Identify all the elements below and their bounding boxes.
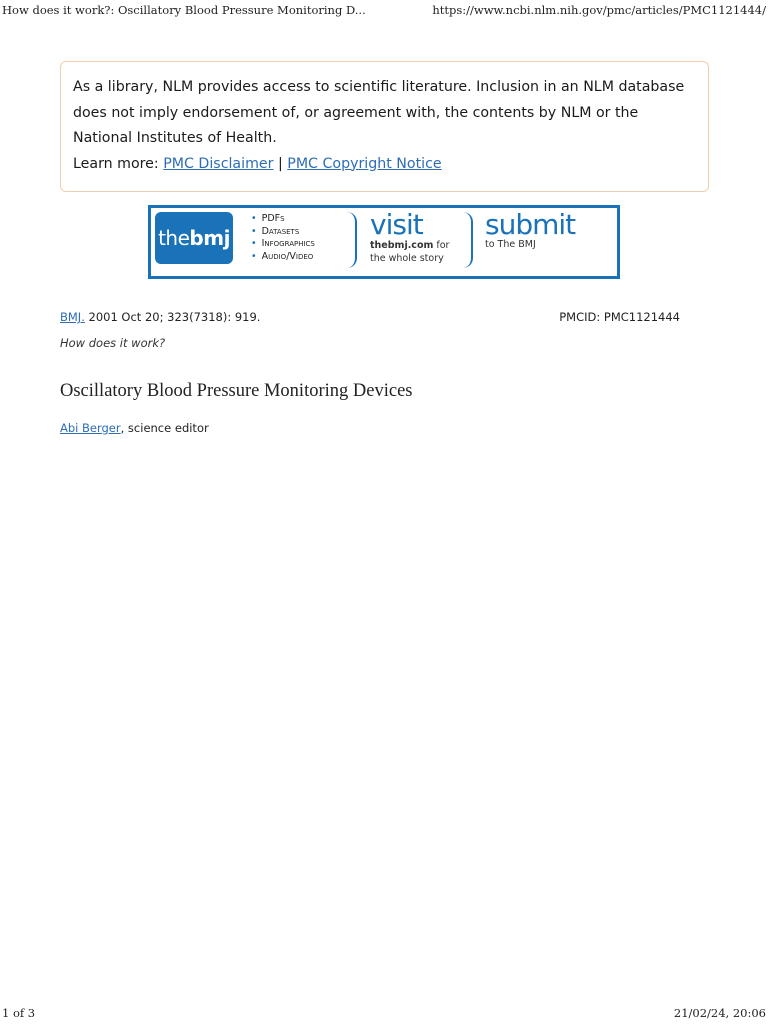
journal-link[interactable]: BMJ. — [60, 310, 85, 324]
bmj-logo — [155, 212, 233, 264]
link-separator: | — [277, 155, 283, 172]
notice-learn-more — [73, 152, 696, 178]
banner-feature-item: • Audio/Video — [251, 251, 315, 264]
print-footer — [0, 1004, 768, 1024]
print-datetime: 21/02/24, 20:06 — [673, 1006, 766, 1020]
banner-feature-list — [251, 213, 315, 263]
article-citation — [60, 310, 680, 324]
visit-subtext — [370, 239, 449, 265]
logo-the: the — [158, 226, 190, 250]
author-link[interactable]: Abi Berger — [60, 421, 121, 435]
pmc-disclaimer-link[interactable]: PMC Disclaimer — [163, 155, 274, 172]
visit-heading: visit — [370, 208, 423, 241]
nlm-disclaimer-notice — [60, 61, 709, 192]
banner-content — [151, 208, 617, 276]
citation-details: 2001 Oct 20; 323(7318): 919. — [84, 310, 261, 324]
bmj-advert-banner[interactable] — [148, 205, 620, 279]
page-counter: 1 of 3 — [2, 1006, 36, 1020]
visit-for: for — [433, 240, 450, 251]
banner-feature-item: • Infographics — [251, 238, 315, 251]
logo-bmj: bmj — [189, 226, 230, 250]
author-role: , science editor — [120, 421, 209, 435]
article-author — [60, 421, 209, 435]
notice-text: As a library, NLM provides access to scientific literature. Inclusion in an NLM database does not imply endorsement of, or agreement with, the contents by NLM or the National Institutes of Health. — [73, 79, 685, 146]
visit-tail: the whole story — [370, 253, 444, 264]
visit-site: thebmj.com — [370, 240, 434, 251]
article-title: Oscillatory Blood Pressure Monitoring Devices — [60, 381, 413, 401]
article-kicker: How does it work? — [60, 336, 166, 350]
pmcid: PMCID: PMC1121444 — [559, 310, 680, 324]
pmc-copyright-link[interactable]: PMC Copyright Notice — [287, 155, 442, 172]
banner-feature-item: • Datasets — [251, 226, 315, 239]
bracket-divider-icon — [347, 212, 357, 268]
submit-subtext: to The BMJ — [485, 239, 536, 250]
print-page-url: https://www.ncbi.nlm.nih.gov/pmc/articles/PMC1121444/ — [432, 3, 766, 17]
bracket-divider-icon — [463, 212, 473, 268]
submit-heading: submit — [485, 208, 576, 241]
print-header — [0, 0, 768, 20]
banner-feature-item: • PDFs — [251, 213, 315, 226]
learn-more-label: Learn more: — [73, 155, 159, 172]
print-page-title: How does it work?: Oscillatory Blood Pressure Monitoring D... — [2, 3, 366, 17]
